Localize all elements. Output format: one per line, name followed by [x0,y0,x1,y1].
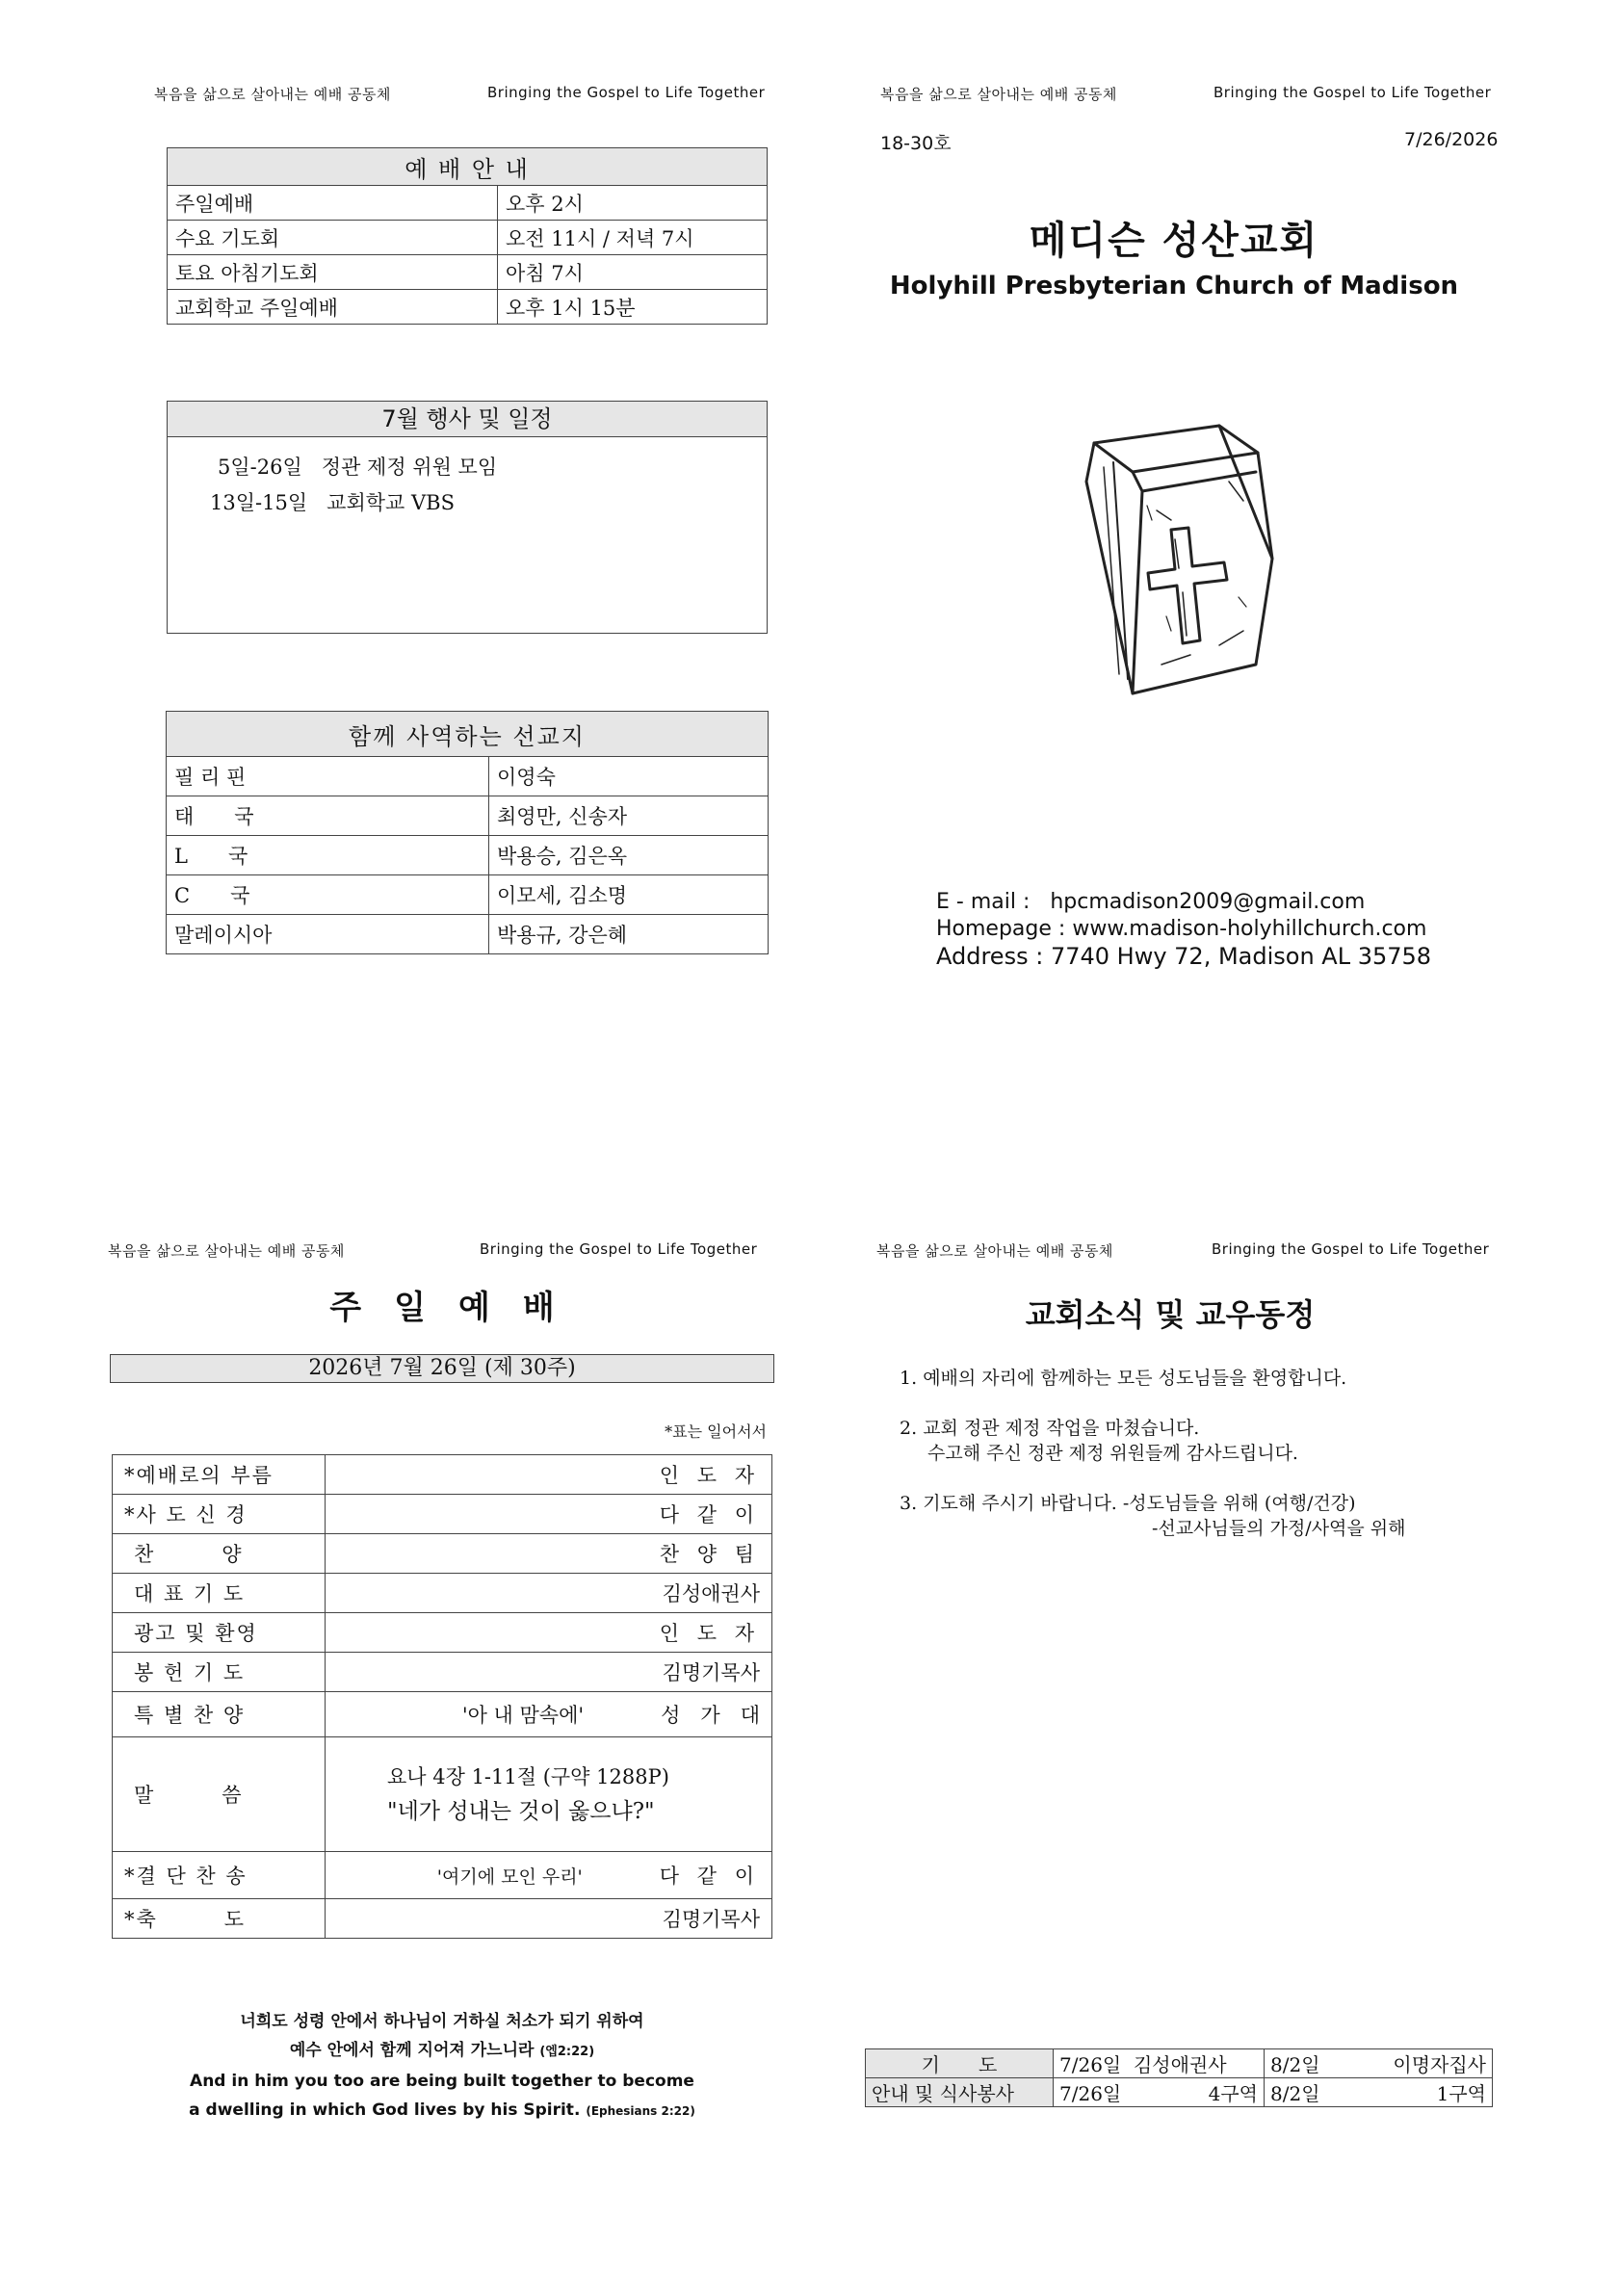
mission-place: L 국 [167,836,489,875]
address-text: 7740 Hwy 72, Madison AL 35758 [1050,943,1432,970]
mission-people: 박용승, 김은옥 [489,836,769,875]
news-line: 수고해 주신 정관 제정 위원들께 감사드립니다. [927,1443,1298,1464]
mission-people: 이모세, 김소명 [489,875,769,915]
table-row [113,1737,772,1852]
service-time: 오후 2시 [498,186,768,221]
service-leader: 인 도 자 [326,1455,772,1495]
verse-en-ref: (Ephesians 2:22) [586,2104,695,2118]
service-item: 광고 및 환영 [113,1613,326,1653]
mission-people: 최영만, 신송자 [489,796,769,836]
table-row [866,2078,1493,2107]
duty-date: 8/2일 [1270,2053,1320,2076]
service-date-line: 2026년 7월 26일 (제 30주) [110,1354,774,1383]
sermon-reference: 요나 4장 1-11절 (구약 1288P) [387,1765,669,1788]
mission-place: 말레이시아 [167,915,489,954]
order-of-service-table [112,1454,772,1939]
news-line: 교회 정관 제정 작업을 마쳤습니다. [923,1418,1200,1439]
event-desc: 교회학교 VBS [326,491,455,514]
duty-date: 8/2일 [1270,2082,1320,2105]
events-box [167,401,768,634]
duty-date: 7/26일 [1059,2082,1122,2105]
service-leader: 성 가 대 [661,1704,760,1727]
list-item [218,450,497,485]
news-num: 2. [900,1418,918,1439]
header-ko-bl: 복음을 삶으로 살아내는 예배 공동체 [108,1242,345,1260]
list-item [900,1416,1406,1466]
verse-ko-line: 너희도 성령 안에서 하나님이 거하실 처소가 되기 위하여 [240,2012,644,2031]
news-line: -선교사님들의 가정/사역을 위해 [1152,1518,1406,1539]
news-num: 3. [900,1493,918,1514]
list-item [900,1366,1406,1391]
table-row [167,836,769,875]
special-song-title: '아 내 맘속에' [461,1704,585,1727]
bible-verse [110,2007,774,2126]
duty-date: 7/26일 [1059,2053,1122,2076]
event-date: 5일-26일 [218,456,302,479]
duty-person: 1구역 [1436,2082,1486,2105]
service-leader: 찬 양 팀 [326,1534,772,1574]
service-leader: 김성애권사 [326,1574,772,1613]
standing-note: *표는 일어서서 [665,1422,767,1441]
church-title-en: Holyhill Presbyterian Church of Madison [889,272,1459,300]
service-item: 특 별 찬 양 [113,1692,326,1737]
table-row [167,915,769,954]
table-row [113,1574,772,1613]
missions-title: 함께 사역하는 선교지 [167,712,769,757]
service-name: 수요 기도회 [168,221,498,255]
service-leader: 인 도 자 [326,1613,772,1653]
service-time: 오전 11시 / 저녁 7시 [498,221,768,255]
service-item: 대 표 기 도 [113,1574,326,1613]
table-row [168,255,768,290]
service-item: 봉 헌 기 도 [113,1653,326,1692]
hymn-title: '여기에 모인 우리' [436,1866,583,1888]
duty-table [865,2048,1493,2107]
duty-role: 안내 및 식사봉사 [866,2078,1054,2107]
header-ko-br: 복음을 삶으로 살아내는 예배 공동체 [876,1242,1113,1260]
list-item [210,485,497,521]
table-row [167,757,769,796]
header-en-br: Bringing the Gospel to Life Together [1212,1240,1490,1258]
table-row [113,1495,772,1534]
verse-ko-ref: (엡2:22) [539,2045,595,2059]
email-link[interactable]: hpcmadison2009@gmail.com [1050,890,1366,914]
mission-people: 박용규, 강은혜 [489,915,769,954]
worship-guide-table [167,147,768,325]
service-item: *예배로의 부름 [113,1455,326,1495]
mission-place: 필 리 핀 [167,757,489,796]
header-ko-tr: 복음을 삶으로 살아내는 예배 공동체 [880,86,1117,103]
service-item: *축 도 [113,1899,326,1939]
table-row [113,1653,772,1692]
homepage-link[interactable]: www.madison-holyhillchurch.com [1072,917,1427,941]
service-item: 말 씀 [113,1737,326,1852]
verse-en-line: And in him you too are being built together to become [190,2072,694,2091]
news-list [900,1366,1406,1541]
table-row [113,1852,772,1899]
event-desc: 정관 제정 위원 모임 [321,456,498,479]
service-time: 오후 1시 15분 [498,290,768,325]
table-row [113,1692,772,1737]
duty-role: 기 도 [866,2049,1054,2078]
mission-people: 이영숙 [489,757,769,796]
email-label: E - mail : [936,890,1031,914]
table-row [167,796,769,836]
sermon-title: "네가 성내는 것이 옳으냐?" [387,1799,655,1824]
service-leader: 김명기목사 [326,1899,772,1939]
table-row [168,290,768,325]
service-name: 교회학교 주일예배 [168,290,498,325]
duty-person: 이명자집사 [1393,2053,1486,2076]
header-en-tr: Bringing the Gospel to Life Together [1214,84,1492,101]
service-item: *결 단 찬 송 [113,1852,326,1899]
mission-place: 태 국 [167,796,489,836]
duty-person: 4구역 [1208,2082,1258,2105]
mission-place: C 국 [167,875,489,915]
issue-date: 7/26/2026 [1404,129,1499,150]
address-label: Address : [936,943,1044,970]
verse-en-line: a dwelling in which God lives by his Spirit. [189,2100,581,2120]
homepage-label: Homepage : [936,917,1066,941]
missions-table [166,711,769,954]
list-item [900,1491,1406,1541]
service-time: 아침 7시 [498,255,768,290]
header-en-bl: Bringing the Gospel to Life Together [480,1240,758,1258]
news-line: 예배의 자리에 함께하는 모든 성도님들을 환영합니다. [923,1368,1347,1389]
service-item: *사 도 신 경 [113,1495,326,1534]
church-title-ko: 메디슨 성산교회 [1029,219,1319,263]
service-name: 토요 아침기도회 [168,255,498,290]
issue-number: 18-30호 [880,133,952,154]
header-ko-tl: 복음을 삶으로 살아내는 예배 공동체 [154,86,391,103]
table-row [113,1899,772,1939]
service-leader: 김명기목사 [326,1653,772,1692]
duty-person: 김성애권사 [1133,2053,1227,2076]
news-line: 기도해 주시기 바랍니다. -성도님들을 위해 (여행/건강) [923,1493,1356,1514]
table-row [113,1534,772,1574]
news-title: 교회소식 및 교우동정 [1025,1296,1316,1333]
verse-ko-line: 예수 안에서 함께 지어져 가느니라 [289,2041,535,2060]
table-row [167,875,769,915]
service-leader: 다 같 이 [326,1495,772,1534]
table-row [168,186,768,221]
table-row [866,2049,1493,2078]
event-date: 13일-15일 [210,491,308,514]
service-name: 주일예배 [168,186,498,221]
table-row [168,221,768,255]
table-row [113,1613,772,1653]
service-item: 찬 양 [113,1534,326,1574]
service-leader: 다 같 이 [659,1865,760,1888]
service-title: 주 일 예 배 [329,1289,555,1327]
worship-guide-title: 예 배 안 내 [168,148,768,186]
table-row [113,1455,772,1495]
header-en-tl: Bringing the Gospel to Life Together [487,84,766,101]
events-title: 7월 행사 및 일정 [168,402,767,437]
news-num: 1. [900,1368,918,1389]
bible-icon [1075,414,1277,703]
contact-block [936,889,1431,970]
